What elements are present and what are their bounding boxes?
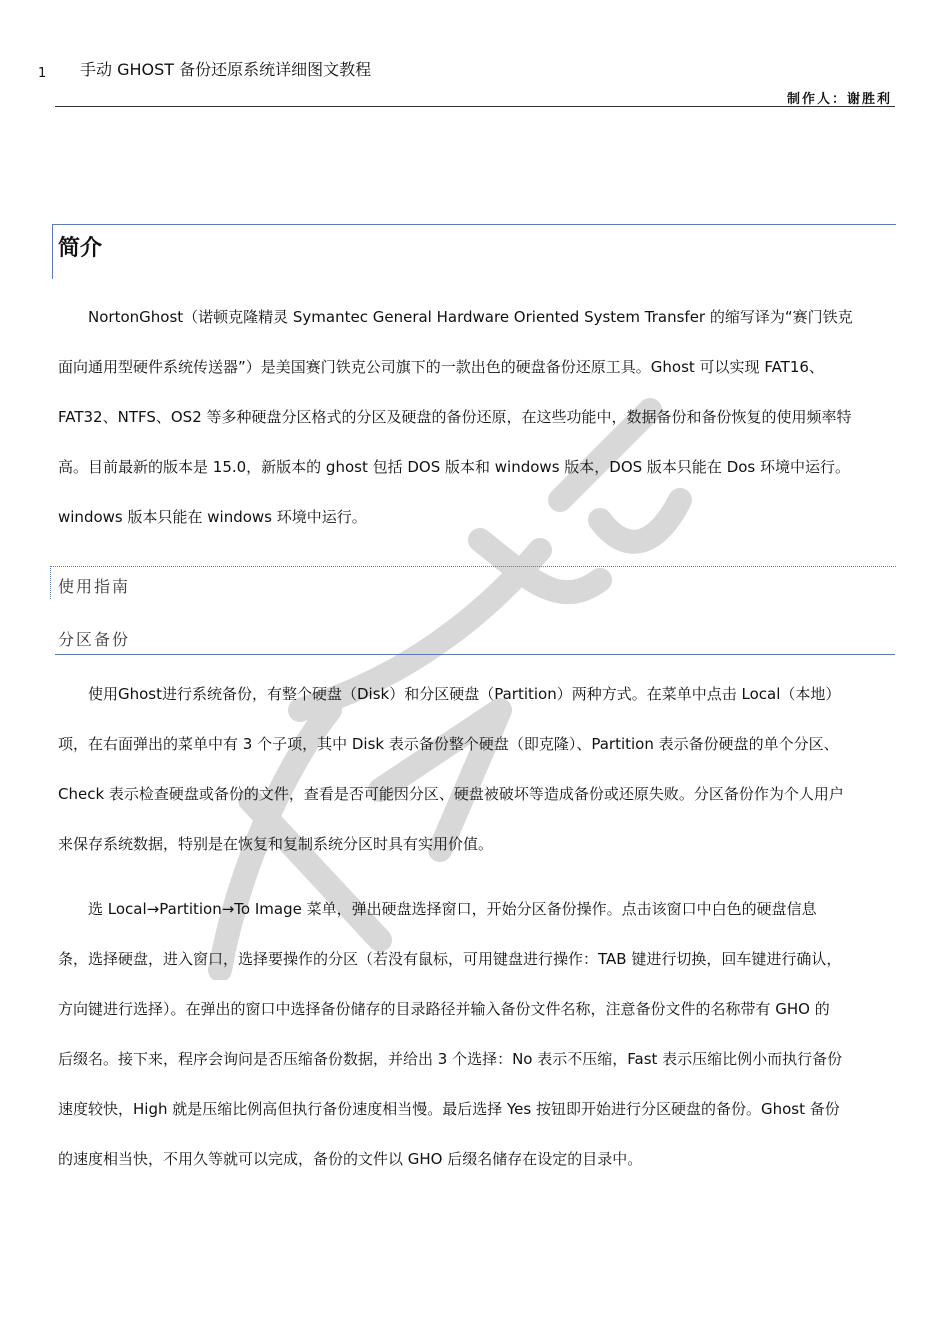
paragraph-line: 选 Local→Partition→To Image 菜单，弹出硬盘选择窗口，开始分区备份操作。点击该窗口中白色的硬盘信息	[58, 900, 817, 918]
paragraph-line: windows 版本只能在 windows 环境中运行。	[58, 508, 367, 526]
backup-steps-paragraph	[58, 899, 894, 1199]
section-title: 简介	[58, 236, 103, 261]
paragraph-line: Check 表示检查硬盘或备份的文件，查看是否可能因分区、硬盘被破坏等造成备份或还原失败。分区备份作为个人用户	[58, 785, 844, 803]
subsection-title: 分区备份	[58, 630, 131, 649]
intro-paragraph	[58, 307, 894, 557]
section-heading-box	[52, 224, 896, 279]
paragraph-line: 高。目前最新的版本是 15.0，新版本的 ghost 包括 DOS 版本和 windows 版本，DOS 版本只能在 Dos 环境中运行。	[58, 458, 851, 476]
paragraph-line: 来保存系统数据，特别是在恢复和复制系统分区时具有实用价值。	[58, 835, 494, 853]
header-divider	[55, 106, 895, 107]
paragraph-line: FAT32、NTFS、OS2 等多种硬盘分区格式的分区及硬盘的备份还原，在这些功能中，数据备份和备份恢复的使用频率特	[58, 408, 852, 426]
backup-methods-paragraph	[58, 684, 894, 884]
paragraph-line: NortonGhost（诺顿克隆精灵 Symantec General Hardware Oriented System Transfer 的缩写译为“赛门铁克	[58, 308, 853, 326]
paragraph-line: 的速度相当快，不用久等就可以完成，备份的文件以 GHO 后缀名储存在设定的目录中。	[58, 1150, 643, 1168]
paragraph-line: 后缀名。接下来，程序会询问是否压缩备份数据，并给出 3 个选择：No 表示不压缩，Fast 表示压缩比例小而执行备份	[58, 1050, 843, 1068]
paragraph-line: 面向通用型硬件系统传送器”）是美国赛门铁克公司旗下的一款出色的硬盘备份还原工具。Ghost 可以实现 FAT16、	[58, 358, 824, 376]
author-credit: 制作人：谢胜利	[786, 92, 892, 107]
document-title: 手动 GHOST 备份还原系统详细图文教程	[80, 60, 372, 79]
paragraph-line: 项，在右面弹出的菜单中有 3 个子项，其中 Disk 表示备份整个硬盘（即克隆）、Partition 表示备份硬盘的单个分区、	[58, 735, 839, 753]
page-number: 1	[38, 66, 47, 81]
paragraph-line: 速度较快，High 就是压缩比例高但执行备份速度相当慢。最后选择 Yes 按钮即开始进行分区硬盘的备份。Ghost 备份	[58, 1100, 840, 1118]
paragraph-line: 条，选择硬盘，进入窗口，选择要操作的分区（若没有鼠标，可用键盘进行操作：TAB 键进行切换，回车键进行确认，	[58, 950, 842, 968]
guide-heading-box	[50, 566, 896, 599]
subsection-divider	[55, 654, 895, 655]
paragraph-line: 方向键进行选择）。在弹出的窗口中选择备份储存的目录路径并输入备份文件名称，注意备份文件的名称带有 GHO 的	[58, 1000, 830, 1018]
guide-title: 使用指南	[58, 577, 131, 596]
paragraph-line: 使用Ghost进行系统备份，有整个硬盘（Disk）和分区硬盘（Partition）两种方式。在菜单中点击 Local（本地）	[58, 685, 841, 703]
